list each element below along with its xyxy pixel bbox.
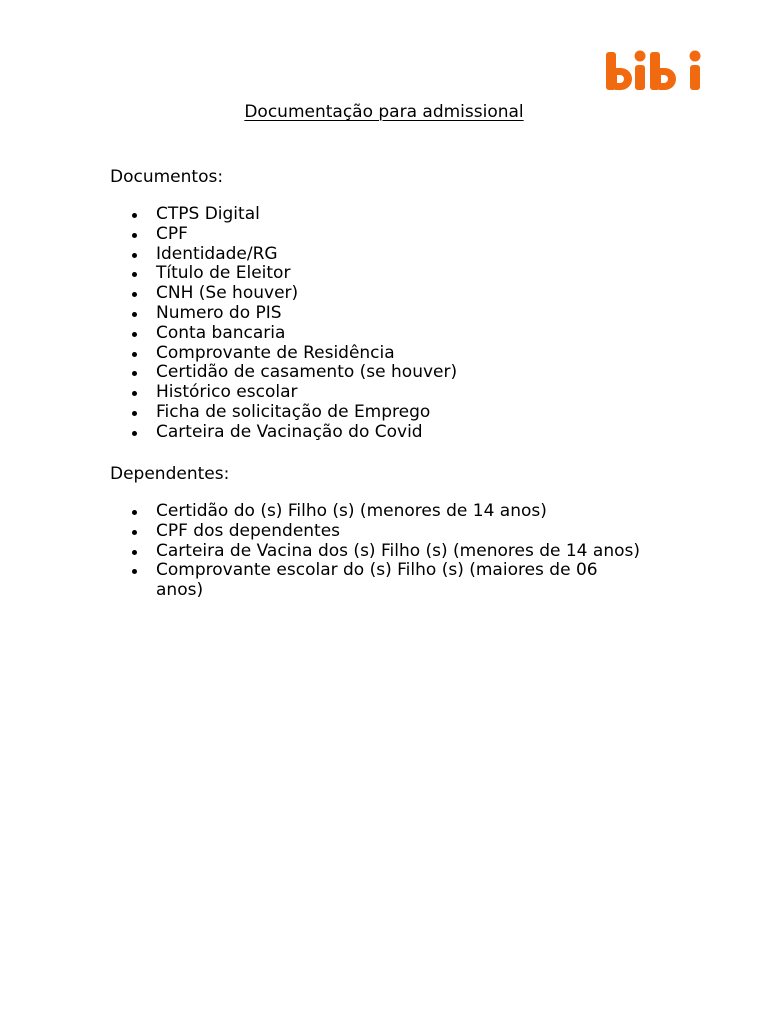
list-item: Carteira de Vacinação do Covid: [110, 423, 640, 443]
list-item: Conta bancaria: [110, 324, 640, 344]
list-item: Comprovante de Residência: [110, 344, 640, 364]
documents-list: [110, 205, 640, 443]
bibi-logo: [604, 50, 704, 94]
list-item: Numero do PIS: [110, 304, 640, 324]
list-item: CTPS Digital: [110, 205, 640, 225]
list-item: Ficha de solicitação de Emprego: [110, 403, 640, 423]
list-item: Título de Eleitor: [110, 264, 640, 284]
list-item: CNH (Se houver): [110, 284, 640, 304]
list-item: Certidão de casamento (se houver): [110, 363, 640, 383]
list-item: CPF dos dependentes: [110, 522, 640, 542]
list-item: Certidão do (s) Filho (s) (menores de 14 anos): [110, 502, 640, 522]
list-item: Histórico escolar: [110, 383, 640, 403]
dependents-heading: Dependentes:: [110, 464, 230, 484]
list-item: Comprovante escolar do (s) Filho (s) (maiores de 06 anos): [110, 561, 640, 601]
bibi-logo-mark: [604, 50, 704, 94]
list-item: Carteira de Vacina dos (s) Filho (s) (menores de 14 anos): [110, 542, 640, 562]
dependents-list: [110, 502, 640, 601]
documents-heading: Documentos:: [110, 167, 224, 187]
document-title: Documentação para admissional: [244, 102, 524, 122]
list-item: CPF: [110, 225, 640, 245]
list-item: Identidade/RG: [110, 245, 640, 265]
